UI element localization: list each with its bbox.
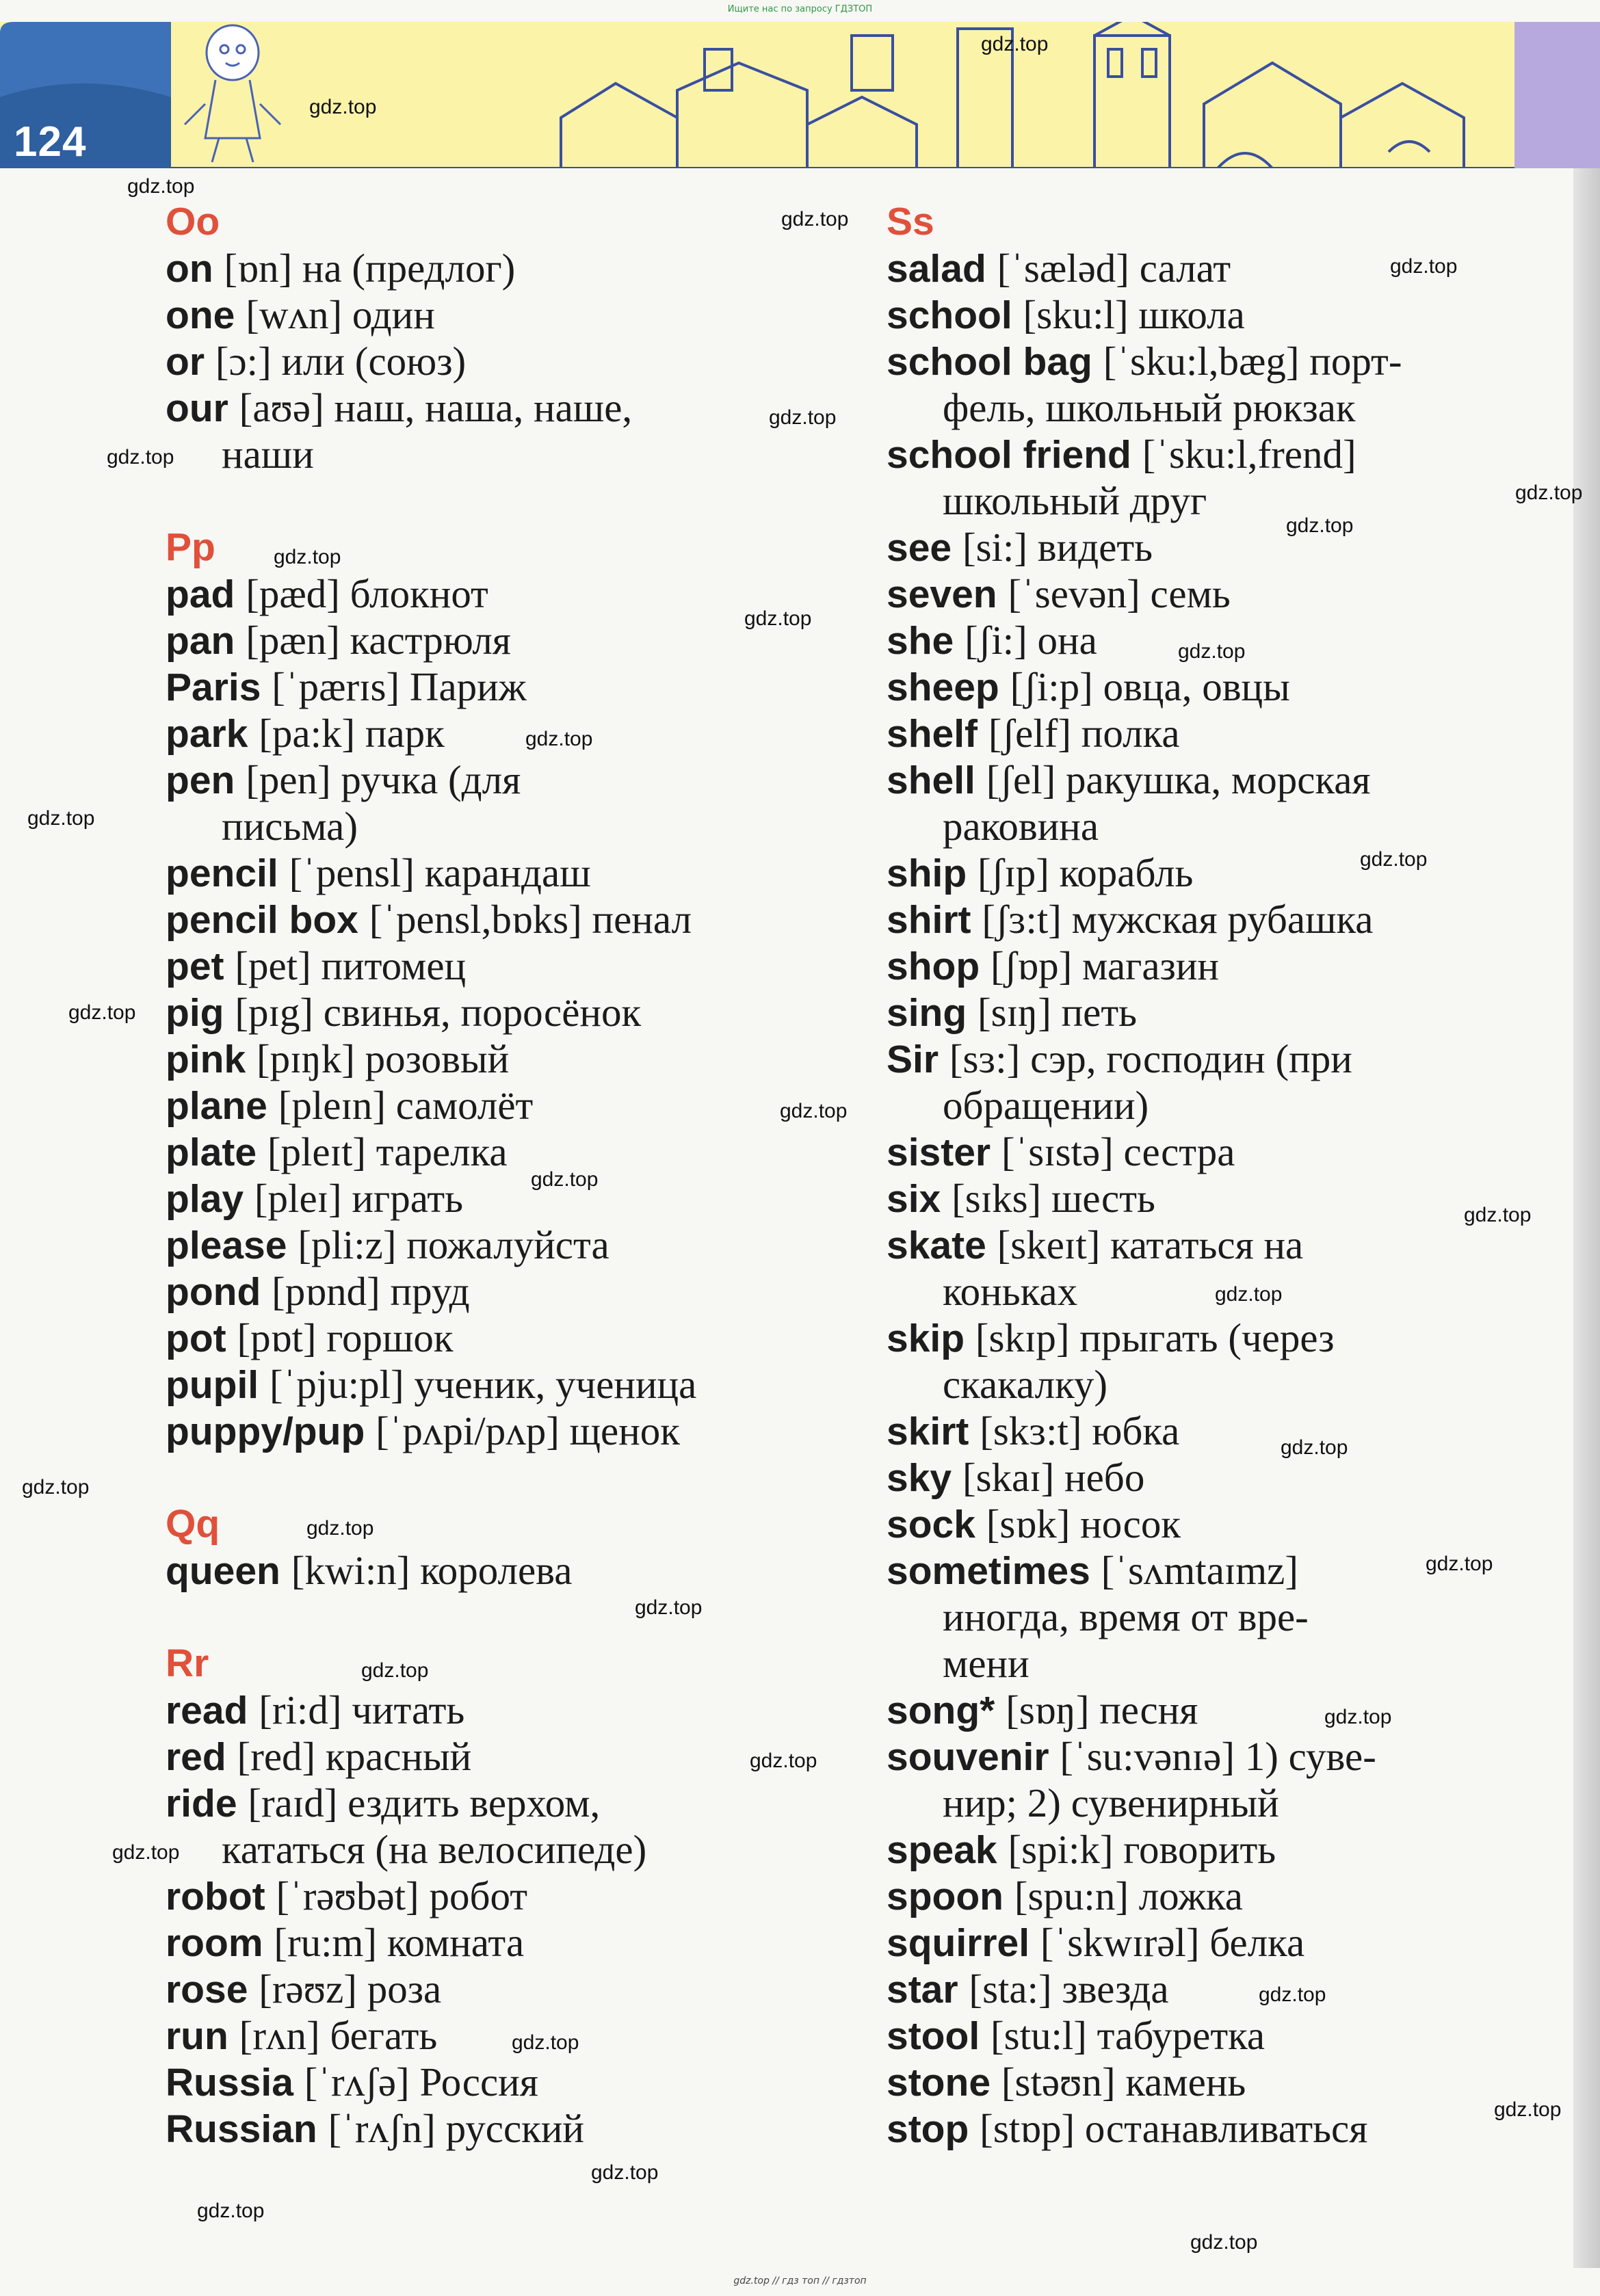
entry-transcription-and-translation: [sɪŋ] петь xyxy=(978,990,1138,1035)
entry-headword: read xyxy=(166,1689,248,1732)
entry-transcription-and-translation: [sɪks] шесть xyxy=(952,1176,1155,1221)
dictionary-entry xyxy=(887,896,1502,942)
entry-translation: кататься (на велосипеде) xyxy=(222,1827,647,1872)
section-spacer xyxy=(166,477,863,524)
entry-transcription-and-translation: [pɒnd] пруд xyxy=(272,1269,470,1314)
entry-headword: run xyxy=(166,2014,228,2058)
dictionary-entry xyxy=(887,756,1502,803)
watermark-text: gdz.top xyxy=(361,1659,429,1682)
entry-transcription-and-translation: [ˈsæləd] салат xyxy=(997,246,1231,291)
entry-headword: puppy/pup xyxy=(166,1410,365,1453)
entry-transcription-and-translation: [stɒp] останавливаться xyxy=(980,2106,1368,2151)
entry-headword: she xyxy=(887,619,954,663)
entry-headword: pen xyxy=(166,758,235,802)
entry-headword: room xyxy=(166,1921,263,1965)
dictionary-entry xyxy=(166,989,863,1035)
dictionary-entry xyxy=(166,663,863,710)
entry-transcription-and-translation: [red] красный xyxy=(237,1734,472,1779)
entry-headword: skirt xyxy=(887,1410,969,1453)
entry-transcription-and-translation: [skɪp] прыгать (через xyxy=(975,1315,1335,1360)
entry-translation: нир; 2) сувенирный xyxy=(943,1780,1279,1825)
watermark-text: gdz.top xyxy=(1324,1706,1392,1728)
dictionary-entry xyxy=(887,1547,1502,1594)
entry-continuation xyxy=(887,1082,1502,1129)
watermark-text: gdz.top xyxy=(112,1841,180,1864)
dictionary-entry xyxy=(887,291,1502,338)
dictionary-entry xyxy=(887,1315,1502,1361)
entry-headword: pencil xyxy=(166,852,278,895)
entry-transcription-and-translation: [ʃɒp] магазин xyxy=(991,943,1220,988)
entry-headword: pink xyxy=(166,1038,246,1081)
watermark-text: gdz.top xyxy=(1360,848,1428,871)
entry-transcription-and-translation: [pen] ручка (для xyxy=(246,757,521,802)
entry-headword: plate xyxy=(166,1131,257,1174)
section-spacer xyxy=(166,1594,863,1640)
entry-continuation xyxy=(166,431,863,477)
watermark-text: gdz.top xyxy=(1515,481,1583,504)
dictionary-entry xyxy=(166,2105,863,2152)
entry-transcription-and-translation: [rʌn] бегать xyxy=(239,2013,438,2058)
watermark-text: gdz.top xyxy=(1178,640,1246,663)
dictionary-entry xyxy=(887,1222,1502,1268)
entry-transcription-and-translation: [rəʊz] роза xyxy=(259,1966,442,2011)
dictionary-entry xyxy=(166,1175,863,1222)
dictionary-entry xyxy=(887,2059,1502,2105)
letter-heading: Oo xyxy=(166,200,220,243)
entry-transcription-and-translation: [aʊə] наш, наша, наше, xyxy=(239,385,633,430)
letter-heading: Qq xyxy=(166,1502,220,1546)
dictionary-entry xyxy=(166,245,863,291)
entry-headword: stool xyxy=(887,2014,980,2058)
dictionary-entry xyxy=(166,291,863,338)
watermark-text: gdz.top xyxy=(274,546,341,568)
entry-headword: spoon xyxy=(887,1875,1004,1918)
dictionary-entry xyxy=(166,710,863,756)
dictionary-entry xyxy=(166,1222,863,1268)
dictionary-entry xyxy=(887,1687,1502,1733)
entry-translation: иногда, время от вре- xyxy=(943,1594,1309,1639)
entry-continuation xyxy=(887,1361,1502,1408)
entry-transcription-and-translation: [pa:k] парк xyxy=(259,711,445,756)
watermark-text: gdz.top xyxy=(107,446,174,469)
entry-headword: plane xyxy=(166,1084,267,1128)
entry-headword: ship xyxy=(887,852,967,895)
watermark-text: gdz.top xyxy=(1215,1283,1283,1306)
dictionary-entry xyxy=(887,1408,1502,1454)
watermark-text: gdz.top xyxy=(750,1750,817,1772)
dictionary-entry xyxy=(887,1873,1502,1919)
entry-transcription-and-translation: [sɜ:] сэр, господин (при xyxy=(949,1036,1352,1081)
entry-continuation xyxy=(887,1594,1502,1640)
dictionary-entry xyxy=(166,756,863,803)
entry-transcription-and-translation: [sta:] звезда xyxy=(969,1966,1169,2011)
entry-headword: sheep xyxy=(887,665,999,709)
dictionary-entry xyxy=(166,896,863,942)
entry-headword: sometimes xyxy=(887,1549,1090,1593)
top-search-note: Ищите нас по запросу ГДЗТОП xyxy=(727,4,873,14)
dictionary-entry xyxy=(887,1501,1502,1547)
dictionary-entry xyxy=(166,338,863,384)
entry-transcription-and-translation: [pleɪt] тарелка xyxy=(267,1129,508,1174)
entry-headword: squirrel xyxy=(887,1921,1030,1965)
entry-headword: souvenir xyxy=(887,1735,1049,1779)
dictionary-entry xyxy=(887,570,1502,617)
entry-transcription-and-translation: [ˈpensl,bɒks] пенал xyxy=(369,897,692,942)
dictionary-entry xyxy=(166,849,863,896)
dictionary-entry xyxy=(887,1175,1502,1222)
letter-heading: Ss xyxy=(887,200,934,243)
entry-transcription-and-translation: [wʌn] один xyxy=(246,292,435,337)
watermark-text: gdz.top xyxy=(512,2031,579,2054)
entry-translation: мени xyxy=(943,1641,1029,1686)
entry-headword: robot xyxy=(166,1875,265,1918)
entry-headword: pig xyxy=(166,991,224,1035)
page-header-banner xyxy=(0,22,1600,168)
entry-transcription-and-translation: [raɪd] ездить верхом, xyxy=(248,1780,601,1825)
entry-headword: play xyxy=(166,1177,244,1221)
entry-headword: salad xyxy=(887,247,986,291)
dictionary-entry xyxy=(887,2012,1502,2059)
entry-headword: ride xyxy=(166,1782,237,1825)
entry-headword: pond xyxy=(166,1270,261,1314)
watermark-text: gdz.top xyxy=(1494,2098,1562,2121)
entry-headword: one xyxy=(166,293,235,337)
dictionary-entry xyxy=(887,1454,1502,1501)
entry-transcription-and-translation: [pli:z] пожалуйста xyxy=(298,1222,609,1267)
entry-transcription-and-translation: [ˈsevən] семь xyxy=(1008,571,1231,616)
watermark-text: gdz.top xyxy=(981,33,1049,55)
entry-continuation xyxy=(887,1640,1502,1687)
dictionary-entry xyxy=(166,1408,863,1454)
entry-headword: pet xyxy=(166,945,224,988)
dictionary-entry xyxy=(166,1966,863,2012)
dictionary-entry xyxy=(887,1919,1502,1966)
entry-headword: pan xyxy=(166,619,235,663)
entry-headword: Paris xyxy=(166,665,261,709)
entry-headword: pencil box xyxy=(166,898,358,942)
dictionary-entry xyxy=(887,1733,1502,1780)
watermark-text: gdz.top xyxy=(525,728,593,750)
entry-transcription-and-translation: [ʃi:p] овца, овцы xyxy=(1010,664,1290,709)
entry-headword: red xyxy=(166,1735,226,1779)
entry-headword: sing xyxy=(887,991,967,1035)
entry-transcription-and-translation: [ʃɪp] корабль xyxy=(978,850,1194,895)
watermark-text: gdz.top xyxy=(197,2200,265,2222)
watermark-text: gdz.top xyxy=(22,1476,90,1499)
entry-headword: Russian xyxy=(166,2107,317,2151)
entry-transcription-and-translation: [ʃɜ:t] мужская рубашка xyxy=(982,897,1374,942)
entry-headword: rose xyxy=(166,1968,248,2011)
dictionary-entry xyxy=(887,989,1502,1035)
watermark-text: gdz.top xyxy=(635,1596,703,1619)
letter-heading: Rr xyxy=(166,1641,209,1685)
letter-heading: Pp xyxy=(166,525,215,569)
dictionary-entry xyxy=(887,1826,1502,1873)
dictionary-entry xyxy=(887,710,1502,756)
entry-headword: pot xyxy=(166,1317,226,1360)
watermark-text: gdz.top xyxy=(591,2161,659,2184)
dictionary-entry xyxy=(887,2105,1502,2152)
entry-transcription-and-translation: [ˈpensl] карандаш xyxy=(289,850,591,895)
dictionary-entry xyxy=(166,1082,863,1129)
watermark-text: gdz.top xyxy=(531,1168,599,1191)
entry-transcription-and-translation: [stəʊn] камень xyxy=(1001,2059,1246,2104)
dictionary-entry xyxy=(166,1873,863,1919)
entry-transcription-and-translation: [pæd] блокнот xyxy=(246,571,488,616)
entry-transcription-and-translation: [pɒt] горшок xyxy=(237,1315,454,1360)
entry-continuation xyxy=(887,477,1502,524)
entry-continuation xyxy=(166,1826,863,1873)
entry-transcription-and-translation: [stu:l] табуретка xyxy=(991,2013,1265,2058)
entry-transcription-and-translation: [ˈsu:vənɪə] 1) суве- xyxy=(1060,1734,1376,1779)
watermark-text: gdz.top xyxy=(27,807,95,830)
entry-transcription-and-translation: [skaɪ] небо xyxy=(962,1455,1145,1500)
dictionary-entry xyxy=(166,1129,863,1175)
entry-translation: письма) xyxy=(222,804,358,849)
dictionary-entry xyxy=(166,1268,863,1315)
watermark-text: gdz.top xyxy=(769,406,837,429)
entry-headword: sock xyxy=(887,1503,975,1546)
entry-translation: школьный друг xyxy=(943,478,1207,523)
entry-transcription-and-translation: [skɜ:t] юбка xyxy=(980,1408,1180,1453)
entry-transcription-and-translation: [ru:m] комната xyxy=(274,1920,525,1965)
entry-transcription-and-translation: [ˈpju:pl] ученик, ученица xyxy=(269,1362,697,1407)
entry-headword: stop xyxy=(887,2107,969,2151)
entry-headword: sky xyxy=(887,1456,952,1500)
entry-transcription-and-translation: [ʃi:] она xyxy=(965,618,1097,663)
watermark-text: gdz.top xyxy=(1390,255,1458,278)
entry-transcription-and-translation: [ˈrʌʃə] Россия xyxy=(304,2059,538,2104)
entry-transcription-and-translation: [pɪg] свинья, поросёнок xyxy=(235,990,642,1035)
entry-continuation xyxy=(887,1268,1502,1315)
entry-transcription-and-translation: [pleɪ] играть xyxy=(254,1176,464,1221)
dictionary-entry xyxy=(166,1315,863,1361)
entry-headword: shell xyxy=(887,758,975,802)
entry-continuation xyxy=(887,384,1502,431)
dictionary-column-right xyxy=(887,198,1502,2152)
entry-transcription-and-translation: [sɒŋ] песня xyxy=(1006,1687,1198,1732)
entry-transcription-and-translation: [si:] видеть xyxy=(962,525,1153,570)
watermark-text: gdz.top xyxy=(127,175,195,198)
entry-headword: school xyxy=(887,293,1012,337)
entry-transcription-and-translation: [ˈsku:l,bæg] порт- xyxy=(1103,339,1402,384)
watermark-text: gdz.top xyxy=(306,1517,374,1540)
entry-transcription-and-translation: [ʃel] ракушка, морская xyxy=(986,757,1371,802)
entry-transcription-and-translation: [ri:d] читать xyxy=(259,1687,465,1732)
dictionary-entry xyxy=(887,524,1502,570)
entry-headword: skate xyxy=(887,1224,986,1267)
watermark-text: gdz.top xyxy=(1281,1436,1348,1459)
dictionary-entry xyxy=(166,2059,863,2105)
dictionary-entry xyxy=(887,338,1502,384)
watermark-text: gdz.top xyxy=(68,1001,136,1024)
entry-transcription-and-translation: [ʃelf] полка xyxy=(988,711,1180,756)
watermark-text: gdz.top xyxy=(780,1100,848,1122)
watermark-text: gdz.top xyxy=(309,96,377,118)
entry-headword: shelf xyxy=(887,712,978,756)
entry-headword: shop xyxy=(887,945,980,988)
entry-continuation xyxy=(887,1780,1502,1826)
dictionary-entry xyxy=(887,663,1502,710)
dictionary-entry xyxy=(166,384,863,431)
dictionary-entry xyxy=(887,942,1502,989)
entry-transcription-and-translation: [ˈskwɪrəl] белка xyxy=(1040,1920,1305,1965)
entry-continuation xyxy=(887,803,1502,849)
footer-note: gdz.top // гдз топ // гдзтоп xyxy=(733,2275,867,2286)
entry-transcription-and-translation: [ˈsku:l,frend] xyxy=(1142,432,1356,477)
entry-translation: раковина xyxy=(943,804,1099,849)
entry-headword: queen xyxy=(166,1549,280,1593)
entry-headword: song* xyxy=(887,1689,995,1732)
watermark-text: gdz.top xyxy=(1286,514,1354,537)
entry-transcription-and-translation: [spu:n] ложка xyxy=(1014,1873,1243,1918)
entry-headword: on xyxy=(166,247,213,291)
entry-transcription-and-translation: [ɒn] на (предлог) xyxy=(224,246,516,291)
entry-continuation xyxy=(166,803,863,849)
entry-headword: pupil xyxy=(166,1363,259,1407)
entry-translation: коньках xyxy=(943,1269,1078,1314)
dictionary-entry xyxy=(887,1035,1502,1082)
entry-translation: скакалку) xyxy=(943,1362,1108,1407)
entry-headword: sister xyxy=(887,1131,991,1174)
watermark-text: gdz.top xyxy=(1464,1204,1532,1226)
watermark-text: gdz.top xyxy=(744,607,812,630)
entry-transcription-and-translation: [ˈpʌpi/pʌp] щенок xyxy=(376,1408,680,1453)
watermark-text: gdz.top xyxy=(781,208,849,230)
dictionary-entry xyxy=(887,1129,1502,1175)
dictionary-entry xyxy=(166,1687,863,1733)
entry-headword: or xyxy=(166,340,205,384)
dictionary-column-left xyxy=(166,198,863,2152)
page-number: 124 xyxy=(14,118,87,166)
entry-headword: our xyxy=(166,386,228,430)
entry-headword: stone xyxy=(887,2061,991,2104)
dictionary-entry xyxy=(166,1361,863,1408)
entry-transcription-and-translation: [sku:l] школа xyxy=(1023,292,1245,337)
entry-transcription-and-translation: [ɔ:] или (союз) xyxy=(215,339,467,384)
entry-headword: Sir xyxy=(887,1038,939,1081)
entry-headword: school bag xyxy=(887,340,1092,384)
entry-headword: school friend xyxy=(887,433,1131,477)
entry-headword: pad xyxy=(166,572,235,616)
entry-headword: seven xyxy=(887,572,997,616)
entry-transcription-and-translation: [sɒk] носок xyxy=(986,1501,1181,1546)
dictionary-entry xyxy=(166,1547,863,1594)
entry-transcription-and-translation: [pet] питомец xyxy=(235,943,467,988)
dictionary-entry xyxy=(166,1035,863,1082)
entry-transcription-and-translation: [ˈpærɪs] Париж xyxy=(272,664,527,709)
town-illustration xyxy=(0,22,1600,168)
entry-headword: star xyxy=(887,1968,958,2011)
entry-transcription-and-translation: [ˈrəʊbət] робот xyxy=(276,1873,527,1918)
dictionary-entry xyxy=(166,942,863,989)
watermark-text: gdz.top xyxy=(1259,1983,1326,2006)
entry-headword: six xyxy=(887,1177,941,1221)
entry-headword: park xyxy=(166,712,248,756)
entry-headword: please xyxy=(166,1224,287,1267)
entry-transcription-and-translation: [pæn] кастрюля xyxy=(246,618,511,663)
entry-transcription-and-translation: [spi:k] говорить xyxy=(1008,1827,1276,1872)
entry-headword: shirt xyxy=(887,898,971,942)
entry-headword: Russia xyxy=(166,2061,293,2104)
entry-transcription-and-translation: [ˈsɪstə] сестра xyxy=(1001,1129,1235,1174)
entry-translation: наши xyxy=(222,432,314,477)
dictionary-entry xyxy=(166,1919,863,1966)
dictionary-entry xyxy=(166,1780,863,1826)
entry-translation: обращении) xyxy=(943,1083,1149,1128)
watermark-text: gdz.top xyxy=(1426,1553,1493,1575)
watermark-text: gdz.top xyxy=(1190,2231,1258,2254)
entry-headword: speak xyxy=(887,1828,997,1872)
entry-translation: фель, школьный рюкзак xyxy=(943,385,1356,430)
entry-headword: skip xyxy=(887,1317,965,1360)
entry-transcription-and-translation: [pɪŋk] розовый xyxy=(257,1036,510,1081)
entry-headword: see xyxy=(887,526,952,570)
entry-transcription-and-translation: [skeɪt] кататься на xyxy=(997,1222,1304,1267)
entry-transcription-and-translation: [pleɪn] самолёт xyxy=(278,1083,534,1128)
entry-transcription-and-translation: [ˈrʌʃn] русский xyxy=(328,2106,584,2151)
entry-transcription-and-translation: [kwi:n] королева xyxy=(291,1548,573,1593)
entry-transcription-and-translation: [ˈsʌmtaɪmz] xyxy=(1101,1548,1299,1593)
dictionary-entry xyxy=(887,431,1502,477)
dictionary-entry xyxy=(887,1966,1502,2012)
section-spacer xyxy=(166,1454,863,1501)
